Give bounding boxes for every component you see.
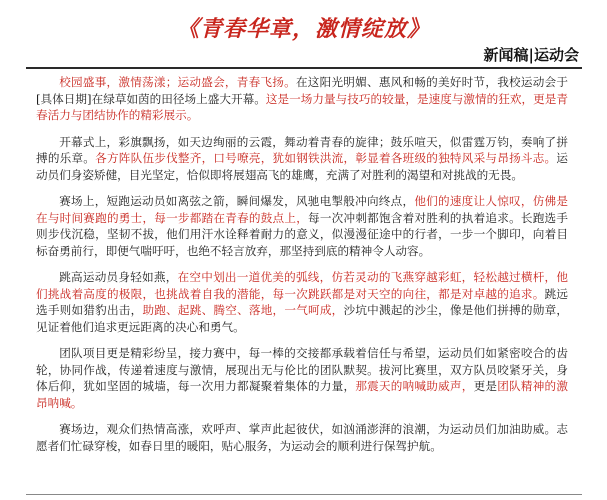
- text-span: 助跑、起跳、腾空、落地，一气呵成，: [142, 303, 344, 317]
- text-span: 团队精神的激昂呐喊。: [36, 379, 568, 410]
- text-span: 运动员们身姿矫健，目光坚定，恰似即将展翅高飞的雄鹰，充满了对胜利的渴望和对挑战的无畏。: [36, 151, 568, 182]
- text-span: 团队项目更是精彩纷呈，接力赛中，每一棒的交接都承载着信任与希望，运动员们如紧密咬合的齿轮，协同作战，传递着速度与激情，展现出无与伦比的团队默契。拔河比赛里，双方队员咬紧牙关，身体后仰，犹如坚固的城墙，每一次用力都凝聚着集体的力量，: [36, 346, 568, 393]
- paragraph-opening-ceremony: [36, 134, 568, 184]
- text-span: 沙坑中溅起的沙尘，像是他们拼搏的勋章，见证着他们追求更远距离的决心和勇气。: [36, 303, 568, 334]
- text-span: 跳高运动员身轻如燕，: [59, 270, 178, 284]
- text-span: 这是一场力量与技巧的较量，是速度与激情的狂欢，更是青春活力与团结协作的精彩展示。: [36, 91, 568, 122]
- article-body: [36, 74, 568, 464]
- paragraph-audience: [36, 421, 568, 454]
- paragraph-jumping: [36, 269, 568, 335]
- paragraph-team-events: [36, 345, 568, 411]
- text-span: 赛场上，短跑运动员如离弦之箭，瞬间爆发，风驰电掣般冲向终点，: [59, 194, 415, 208]
- text-span: 在这阳光明媚、惠风和畅的美好时节，我校运动会于[具体日期]在绿草如茵的田径场上盛大开幕。: [36, 75, 568, 106]
- text-span: 更是: [473, 379, 498, 393]
- article-title: 《青春华章，激情绽放》: [176, 16, 430, 42]
- text-span: 在空中划出一道优美的弧线，仿若灵动的飞燕穿越彩虹，轻松越过横杆，他们挑战着高度的极限，也挑战着自我的潜能，每一次跳跃都是对天空的向往，都是对卓越的追求。: [36, 270, 568, 301]
- text-span: 赛场边，观众们热情高涨，欢呼声、掌声此起彼伏，如汹涌澎湃的浪潮，为运动员们加油助威。志愿者们忙碌穿梭，如春日里的暖阳，贴心服务，为运动会的顺利进行保驾护航。: [36, 422, 568, 453]
- text-span: 开幕式上，彩旗飘扬，如天边绚丽的云霞，舞动着青春的旋律；鼓乐喧天，似雷霆万钧，奏响了拼搏的乐章。: [36, 134, 568, 165]
- text-span: 校园盛事，激情荡漾；运动盛会，青春飞扬。: [59, 75, 296, 89]
- text-span: 他们的速度让人惊叹，仿佛是在与时间赛跑的勇士，每一步都踏在青春的鼓点上，: [36, 194, 568, 225]
- paragraph-intro: [36, 74, 568, 124]
- header-divider: [26, 67, 582, 69]
- paragraph-running: [36, 193, 568, 259]
- text-span: 每一次冲刺都饱含着对胜利的执着追求。长跑选手则步伐沉稳，坚韧不拔，他们用汗水诠释着耐力的意义，似漫漫征途中的行者，一步一个脚印，向着目标奋勇前行，即便气喘吁吁，也绝不轻言放弃，那坚持到底的精神令人动容。: [36, 210, 568, 258]
- text-span: 那震天的呐喊助威声，: [355, 379, 474, 393]
- text-span: 各方阵队伍步伐整齐，口号嘹亮，犹如钢铁洪流，彰显着各班级的独特风采与昂扬斗志。: [95, 151, 557, 165]
- footer-divider: [26, 494, 582, 495]
- source-label: 新闻稿|运动会: [483, 46, 579, 64]
- text-span: 跳远选手则如猎豹出击，: [36, 286, 568, 317]
